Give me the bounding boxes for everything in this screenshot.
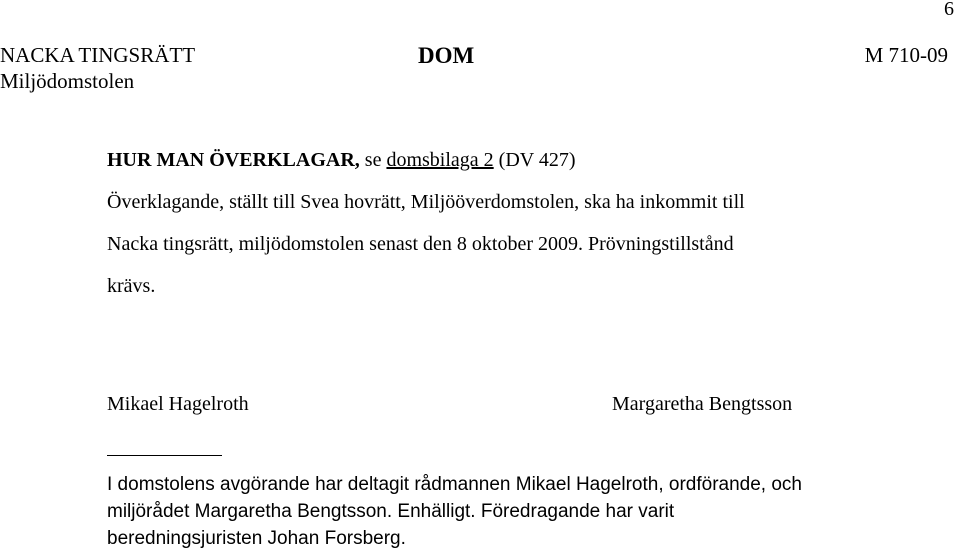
appeal-heading-connector: se [359,149,387,171]
appeal-heading-title: HUR MAN ÖVERKLAGAR, [107,149,360,171]
appeal-heading [107,149,576,172]
document-type: DOM [418,43,475,68]
appeal-text-line: Överklagande, ställt till Svea hovrätt, Miljööverdomstolen, ska ha inkommit till [107,191,745,213]
footnote-line: I domstolens avgörande har deltagit rådmannen Mikael Hagelroth, ordförande, och [107,474,802,495]
court-department: Miljödomstolen [0,69,135,93]
footnote-separator [107,455,222,456]
court-name: NACKA TINGSRÄTT [0,43,196,67]
appendix-link[interactable]: domsbilaga 2 [386,149,494,171]
signature-right: Margaretha Bengtsson [612,393,793,415]
appeal-text-line: Nacka tingsrätt, miljödomstolen senast den 8 oktober 2009. Prövningstillstånd [107,233,734,255]
case-number: M 710-09 [864,43,948,67]
appeal-text-line: krävs. [107,275,156,297]
signature-left: Mikael Hagelroth [107,393,249,415]
page-number: 6 [944,0,954,20]
footnote-line: miljörådet Margaretha Bengtsson. Enhälligt. Föredragande har varit [107,501,675,522]
appeal-heading-form-code: (DV 427) [493,149,576,171]
footnote-line: beredningsjuristen Johan Forsberg. [107,528,406,549]
